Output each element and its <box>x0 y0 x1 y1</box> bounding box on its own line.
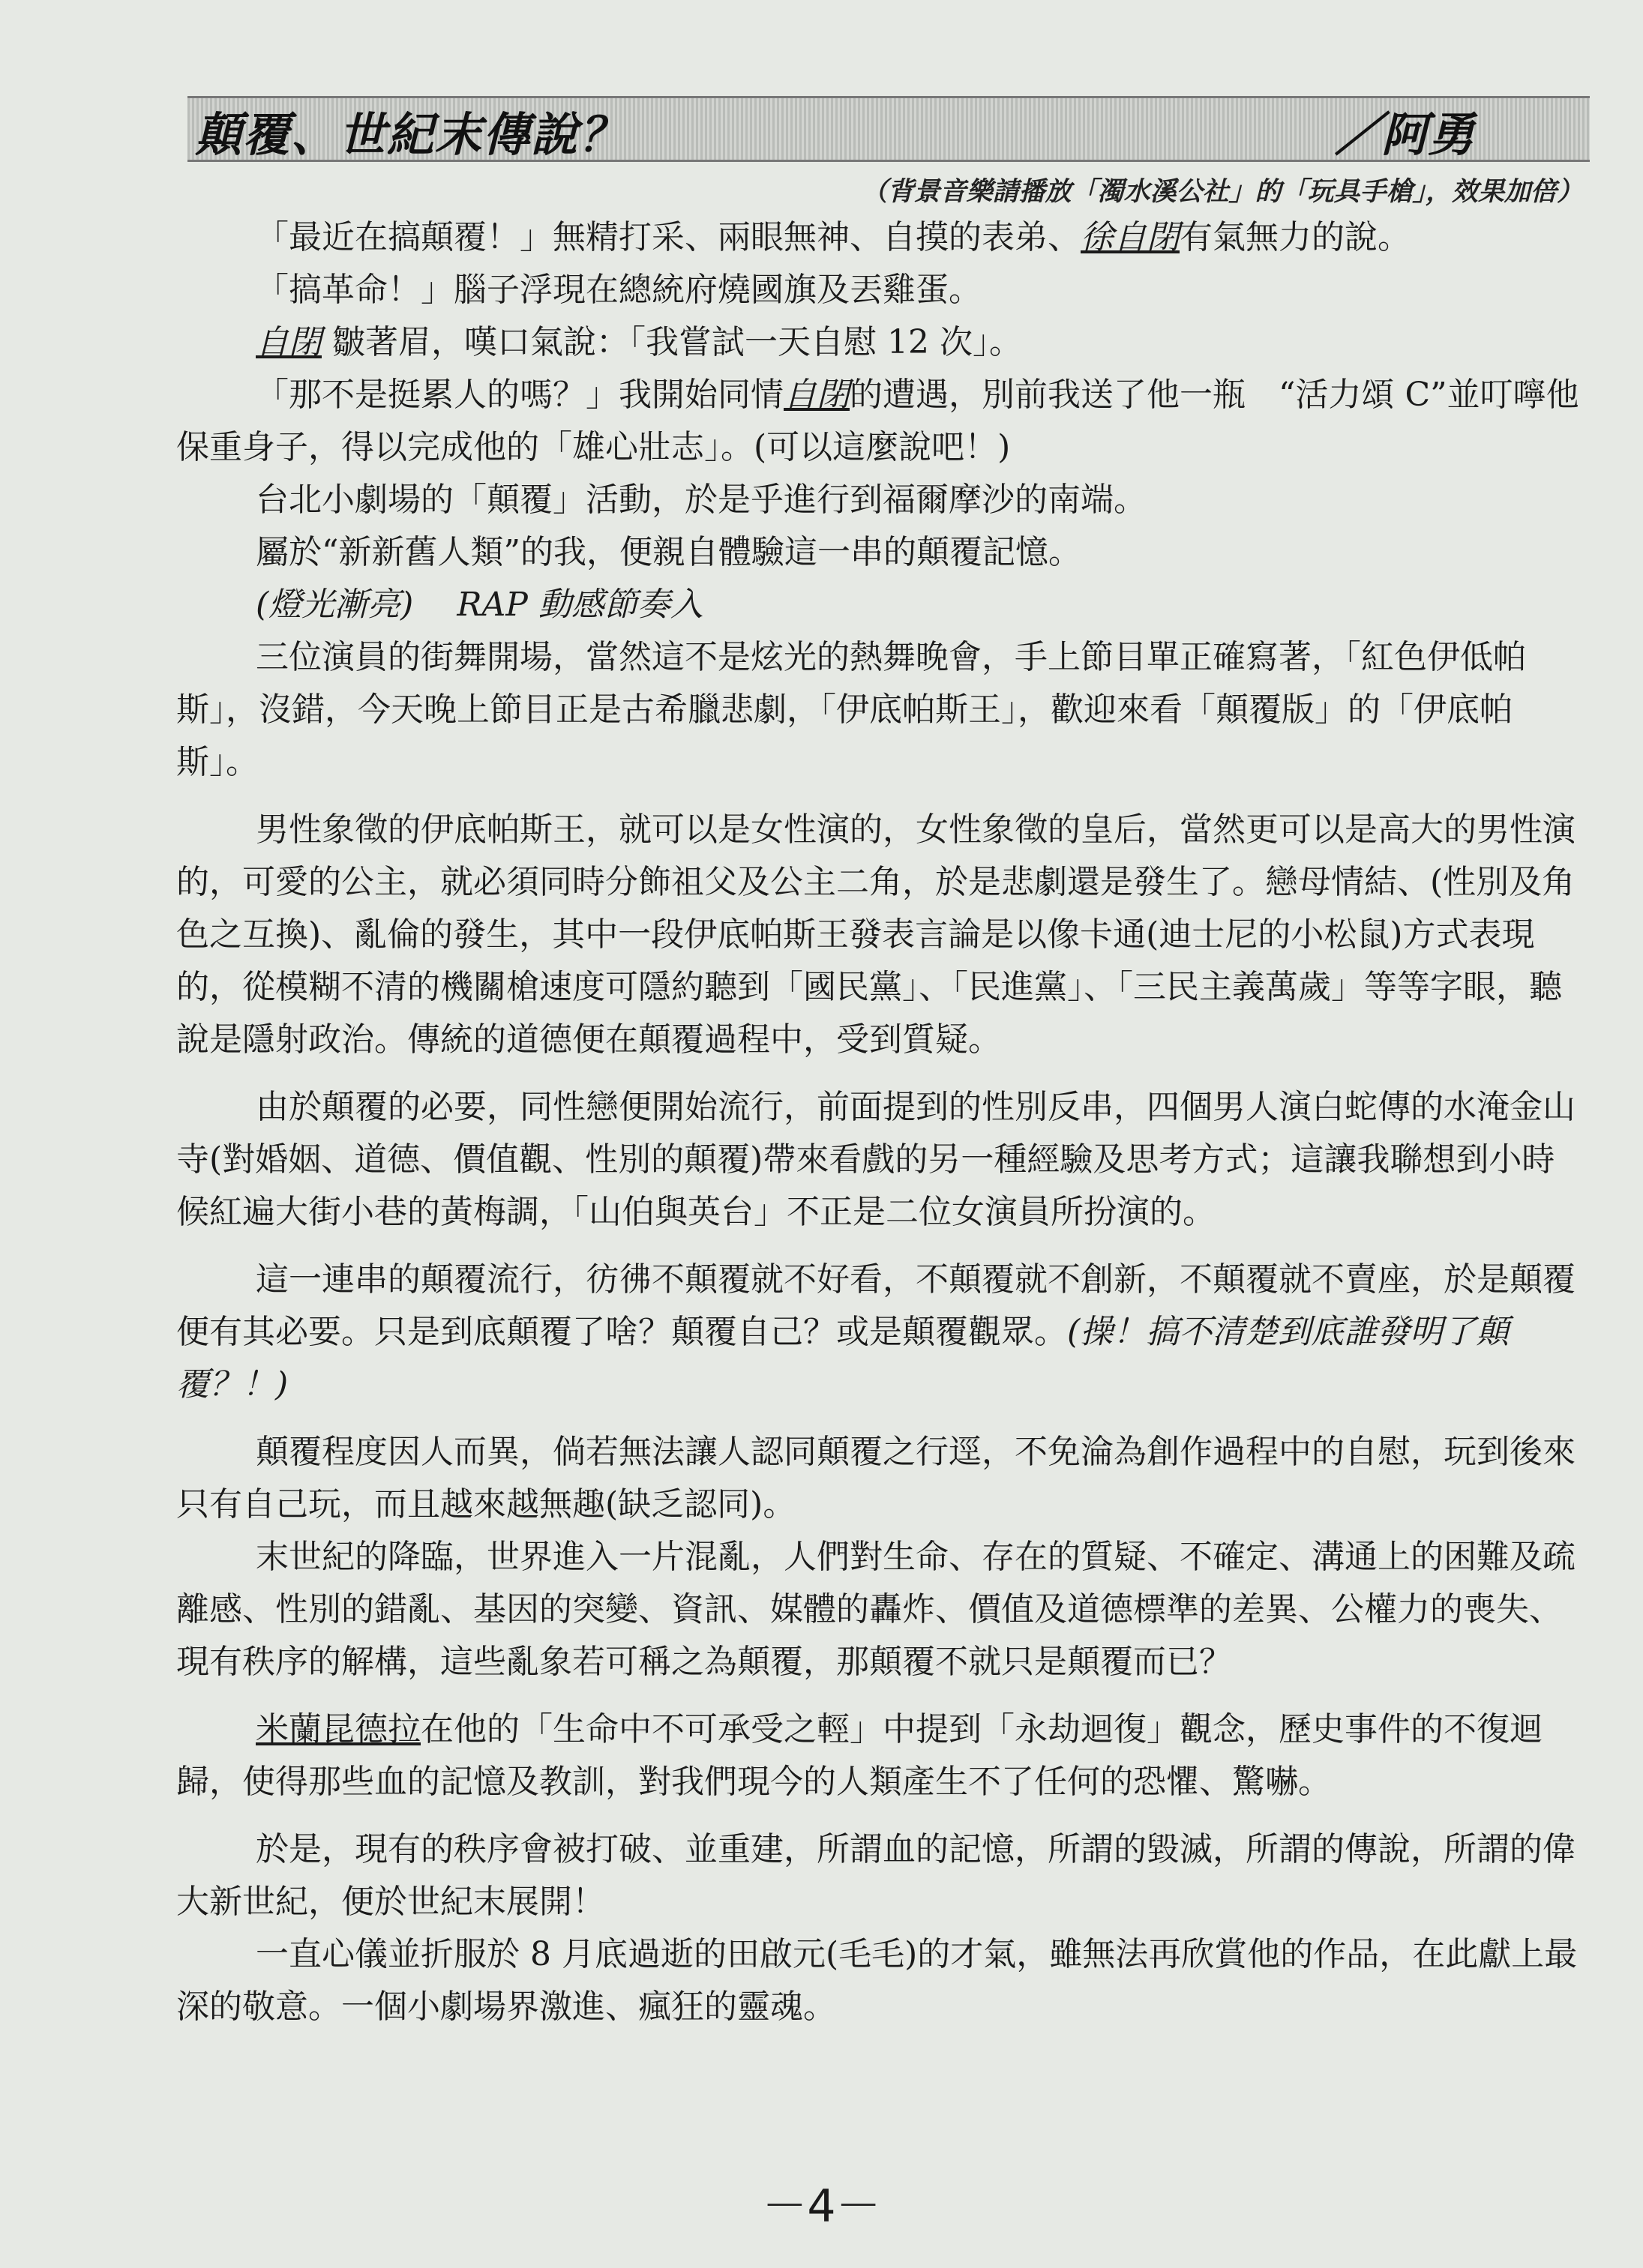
text-segment: 米蘭昆德拉 <box>256 1710 421 1748</box>
text-segment: 男性象徵的伊底帕斯王，就可以是女性演的，女性象徵的皇后，當然更可以是高大的男性演的，可愛的公主，就必須同時分飾祖父及公主二角，於是悲劇還是發生了。戀母情結、(性別及角色之互換)、亂倫的發生，其中一段伊底帕斯王發表言論是以像卡通(迪士尼的小松鼠)方式表現的，從模糊不清的機關槍速度可隱約聽到「國民黨」、「民進黨」、「三民主義萬歲」等等字眼，聽說是隱射政治。傳統的道德便在顛覆過程中，受到質疑。 <box>176 810 1576 1059</box>
text-segment: 皺著眉，嘆口氣說：「我嘗試一天自慰 12 次」。 <box>322 323 1022 361</box>
text-segment: 由於顛覆的必要，同性戀便開始流行，前面提到的性別反串，四個男人演白蛇傳的水淹金山寺(對婚姻、道德、價值觀、性別的顛覆)帶來看戲的另一種經驗及思考方式；這讓我聯想到小時候紅遍大街小巷的黃梅調，「山伯與英台」不正是二位女演員所扮演的。 <box>176 1088 1576 1231</box>
text-segment: 「搞革命！」腦子浮現在總統府燒國旗及丟雞蛋。 <box>256 271 982 309</box>
text-segment: (操！搞不清楚到底誰發明了顛覆？！) <box>176 1313 1510 1404</box>
paragraph <box>176 1703 1586 1808</box>
text-segment: (燈光漸亮) RAP 動感節奏入 <box>256 586 703 624</box>
paragraph <box>176 1928 1586 2033</box>
paragraph <box>176 1823 1586 1928</box>
paragraph <box>176 526 1586 579</box>
text-segment: 一直心儀並折服於 8 月底過逝的田啟元(毛毛)的才氣，雖無法再欣賞他的作品，在此獻上最深的敬意。一個小劇場界激進、瘋狂的靈魂。 <box>176 1935 1578 2026</box>
text-segment: 徐自閉 <box>1081 218 1180 256</box>
text-segment: 「那不是挺累人的嗎？」我開始同情 <box>256 376 784 414</box>
page-number: －4－ <box>762 2180 881 2233</box>
paragraph <box>176 631 1586 789</box>
paragraph <box>176 369 1586 474</box>
text-segment: 在他的「生命中不可承受之輕」中提到「永劫迴復」觀念，歷史事件的不復迴歸，使得那些血的記憶及教訓，對我們現今的人類產生不了任何的恐懼、驚嚇。 <box>176 1710 1543 1801</box>
text-segment: 自閉 <box>784 376 850 414</box>
paragraph <box>176 1531 1586 1688</box>
text-segment: 自閉 <box>256 323 322 361</box>
stage-direction <box>176 579 1586 631</box>
paragraph <box>176 211 1586 264</box>
article-body <box>176 211 1586 2033</box>
paragraph <box>176 264 1586 316</box>
text-segment: 顛覆程度因人而異，倘若無法讓人認同顛覆之行逕，不免淪為創作過程中的自慰，玩到後來只有自己玩，而且越來越無趣(缺乏認同)。 <box>176 1433 1576 1523</box>
text-segment: 台北小劇場的「顛覆」活動，於是乎進行到福爾摩沙的南端。 <box>256 481 1147 519</box>
paragraph <box>176 804 1586 1066</box>
text-segment: 於是，現有的秩序會被打破、並重建，所謂血的記憶，所謂的毀滅，所謂的傳說，所謂的偉大新世紀，便於世紀末展開！ <box>176 1830 1576 1921</box>
text-segment: 有氣無力的說。 <box>1180 218 1411 256</box>
paragraph <box>176 1081 1586 1239</box>
paragraph <box>176 1254 1586 1411</box>
text-segment: 的遭遇，別前我送了他一瓶 “活力頌 C”並叮嚀他保重身子，得以完成他的「雄心壯志」。(可以這麼說吧！) <box>176 376 1579 466</box>
text-segment: 「最近在搞顛覆！」無精打采、兩眼無神、自摸的表弟、 <box>256 218 1081 256</box>
paragraph <box>176 1426 1586 1531</box>
text-segment: 三位演員的街舞開場，當然這不是炫光的熱舞晚會，手上節目單正確寫著，「紅色伊低帕斯」，沒錯，今天晚上節目正是古希臘悲劇，「伊底帕斯王」，歡迎來看「顛覆版」的「伊底帕斯」。 <box>176 638 1526 781</box>
text-segment: 這一連串的顛覆流行，彷彿不顛覆就不好看，不顛覆就不創新，不顛覆就不賣座，於是顛覆便有其必要。只是到底顛覆了啥？顛覆自己？或是顛覆觀眾。 <box>176 1260 1576 1351</box>
background-music-note: （背景音樂請播放「濁水溪公社」的「玩具手槍」，效果加倍） <box>861 177 1583 207</box>
paragraph <box>176 316 1586 369</box>
author-byline: ／阿勇 <box>1335 107 1475 162</box>
paragraph <box>176 474 1586 526</box>
text-segment: 末世紀的降臨，世界進入一片混亂，人們對生命、存在的質疑、不確定、溝通上的困難及疏離感、性別的錯亂、基因的突變、資訊、媒體的轟炸、價值及道德標準的差異、公權力的喪失、現有秩序的解構，這些亂象若可稱之為顛覆，那顛覆不就只是顛覆而已？ <box>176 1538 1576 1681</box>
text-segment: 屬於“新新舊人類”的我，便親自體驗這一串的顛覆記憶。 <box>256 533 1081 571</box>
article-title: 顛覆、世紀末傳說？ <box>195 107 628 162</box>
